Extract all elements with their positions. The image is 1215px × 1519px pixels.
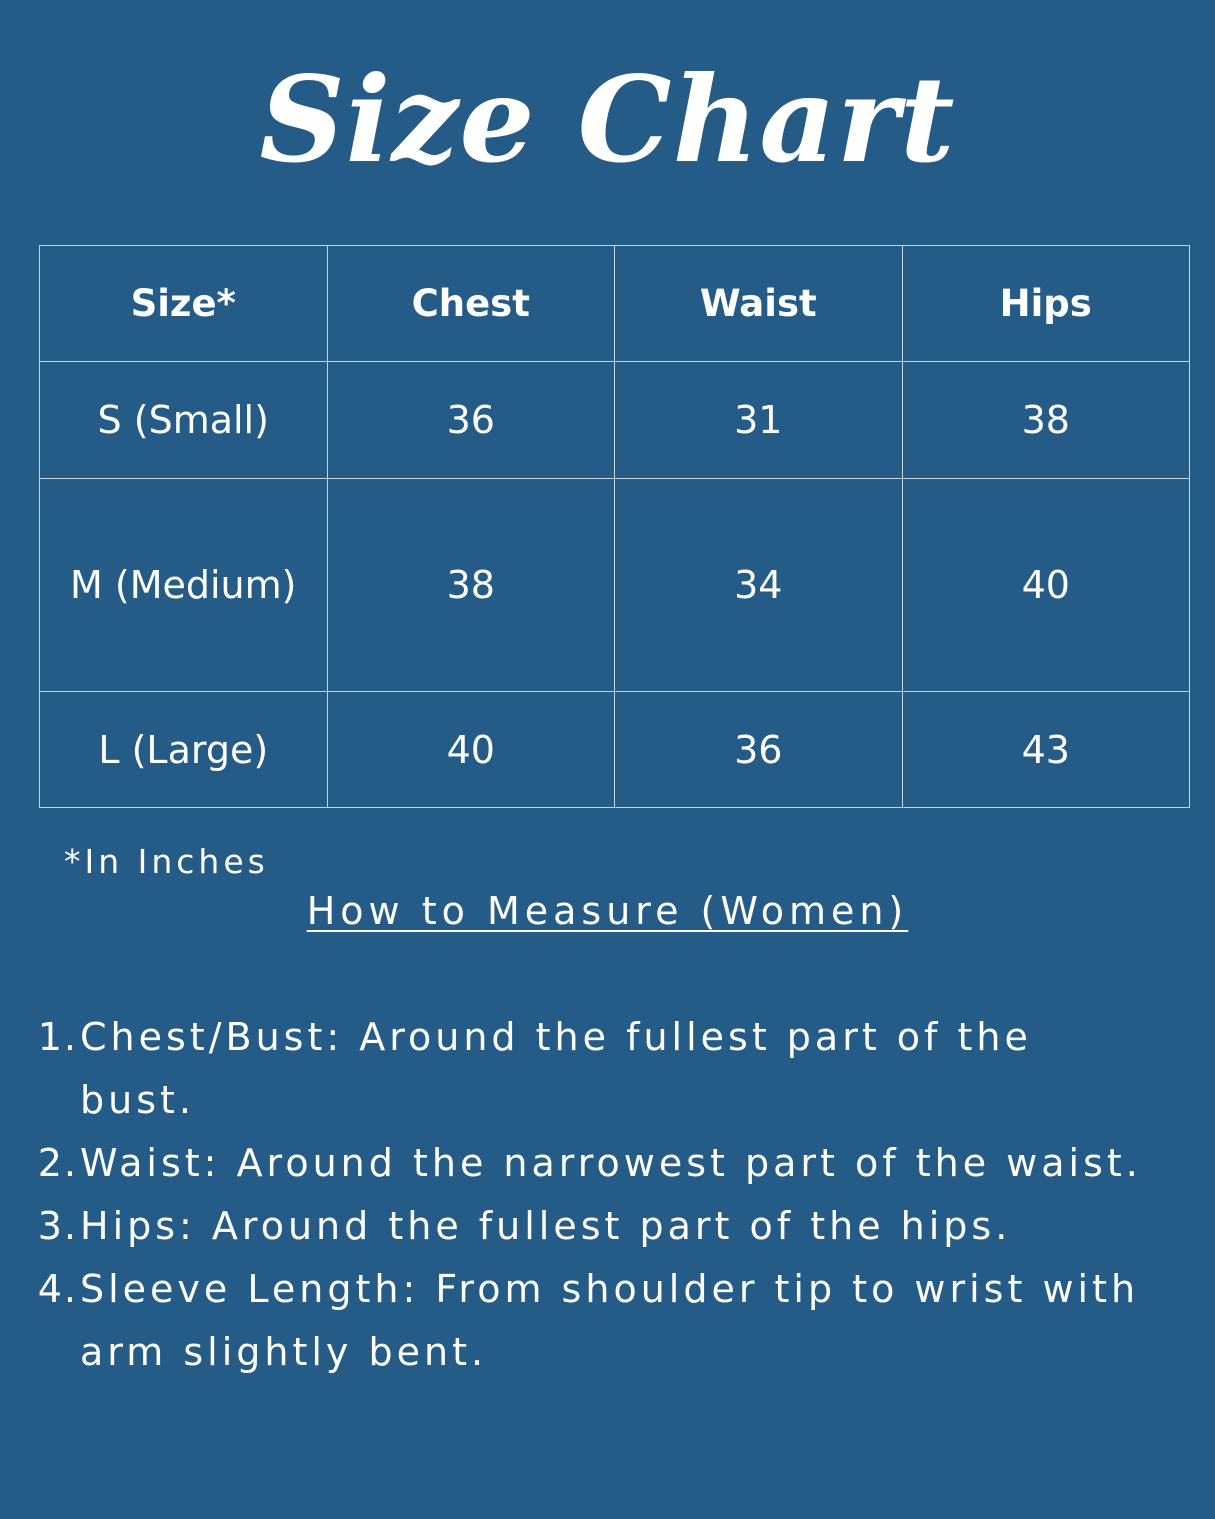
step-number: 2. [37, 1141, 78, 1185]
size-cell: M (Medium) [40, 479, 328, 692]
waist-cell: 36 [615, 692, 903, 808]
page-title: Size Chart [259, 50, 956, 189]
chest-cell: 38 [327, 479, 615, 692]
list-item [37, 1006, 1160, 1132]
table-row [40, 692, 1190, 808]
step-number: 4. [37, 1267, 78, 1311]
waist-cell: 34 [615, 479, 903, 692]
list-item [37, 1195, 1160, 1258]
step-text: Hips: Around the fullest part of the hips. [80, 1204, 1012, 1248]
size-table [39, 245, 1190, 808]
measurement-steps [37, 1006, 1160, 1384]
hips-cell: 38 [902, 362, 1190, 479]
column-header-chest: Chest [327, 246, 615, 362]
step-number: 3. [37, 1204, 78, 1248]
column-header-hips: Hips [902, 246, 1190, 362]
step-number: 1. [37, 1015, 78, 1059]
chest-cell: 40 [327, 692, 615, 808]
step-text: Sleeve Length: From shoulder tip to wrist with arm slightly bent. [80, 1267, 1140, 1374]
table-row [40, 362, 1190, 479]
list-item [37, 1132, 1160, 1195]
table-row [40, 479, 1190, 692]
step-text: Chest/Bust: Around the fullest part of the bust. [80, 1015, 1032, 1122]
step-text: Waist: Around the narrowest part of the waist. [80, 1141, 1142, 1185]
units-note: *In Inches [64, 842, 269, 881]
size-cell: L (Large) [40, 692, 328, 808]
how-to-measure-title: How to Measure (Women) [306, 889, 909, 933]
hips-cell: 40 [902, 479, 1190, 692]
column-header-size: Size* [40, 246, 328, 362]
table-header-row [40, 246, 1190, 362]
waist-cell: 31 [615, 362, 903, 479]
hips-cell: 43 [902, 692, 1190, 808]
list-item [37, 1258, 1160, 1384]
chest-cell: 36 [327, 362, 615, 479]
how-to-measure-heading [0, 888, 1215, 934]
size-cell: S (Small) [40, 362, 328, 479]
column-header-waist: Waist [615, 246, 903, 362]
